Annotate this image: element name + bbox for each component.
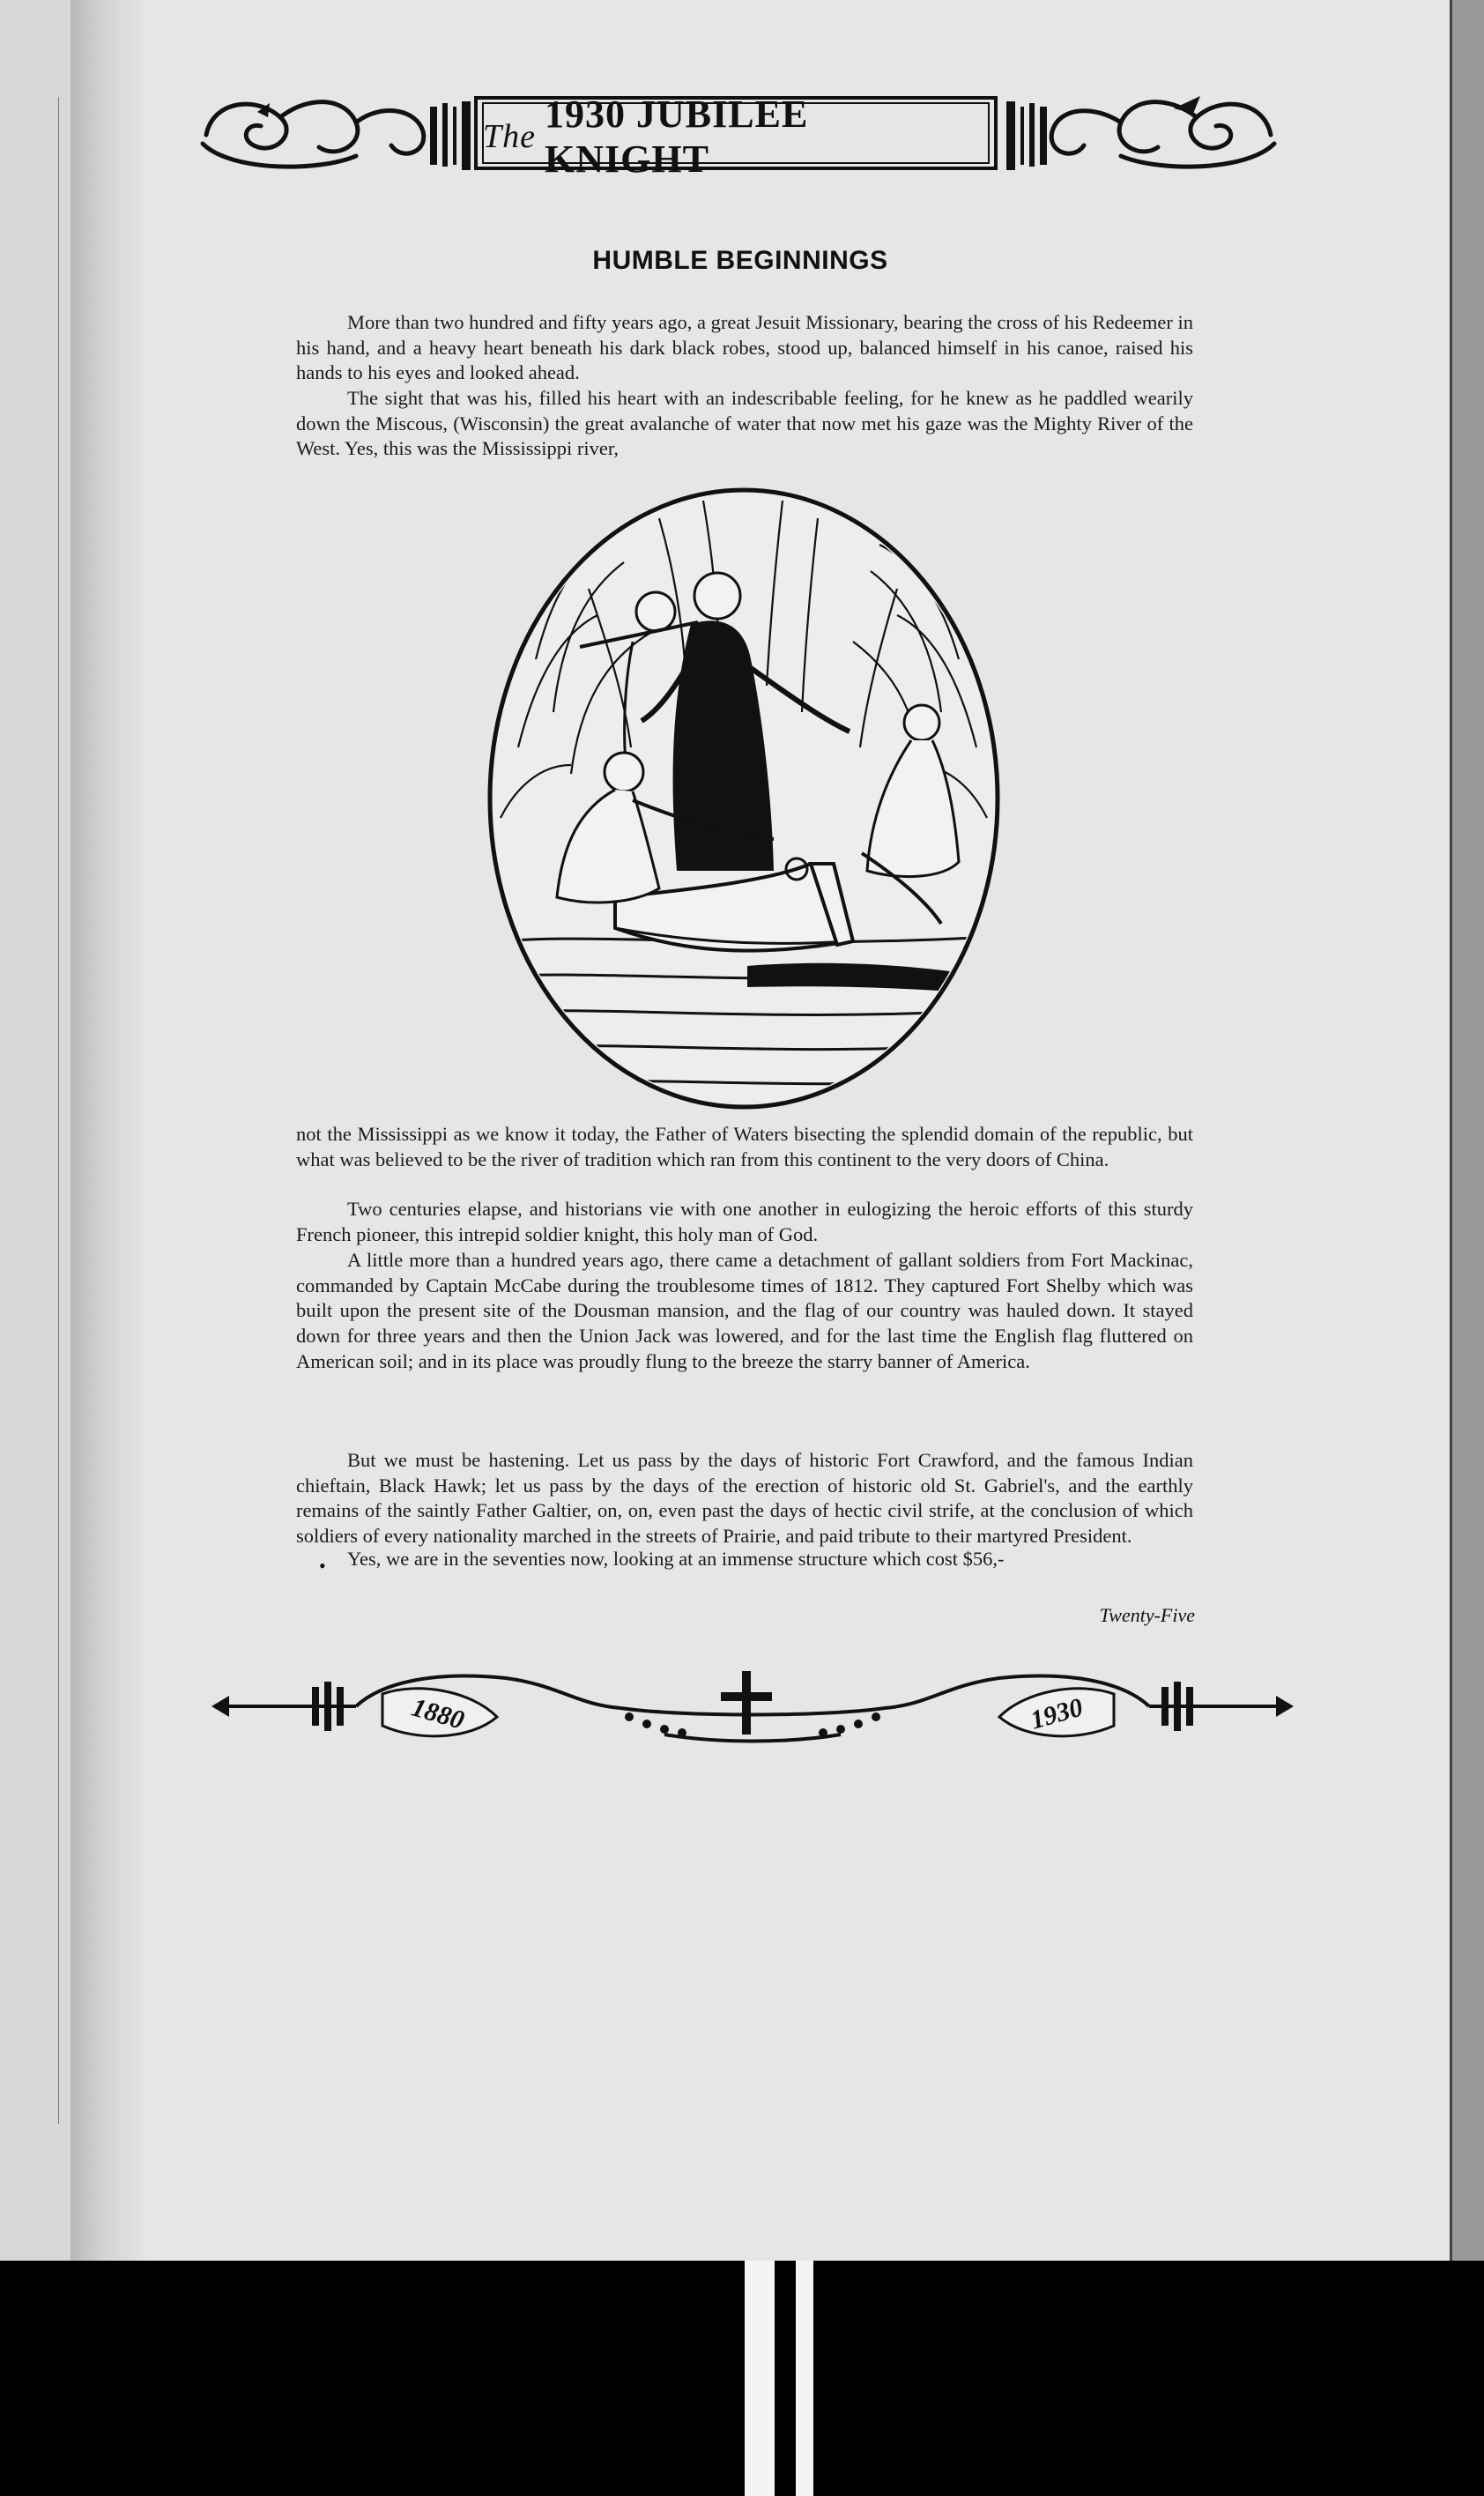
page-number: Twenty-Five: [1099, 1604, 1195, 1626]
footer-ornament: [206, 1655, 1299, 1757]
paragraph-6: But we must be hastening. Let us pass by the days of historic Fort Crawford, and the famous Indian chieftain, Black Hawk; let us pass by the days of the erection of historic old St. Gabriel's, and the earthly remains of the saintly Father Galtier, on, on, even past the days of hectic civil strife, at the conclusion of which soldiers of every nationality marched in the streets of Prairie, and paid tribute to their martyred President.: [296, 1449, 1193, 1548]
left-page-edge: [0, 0, 72, 2261]
paragraph-7: Yes, we are in the seventies now, looking at an immense structure which cost $56,-: [347, 1548, 1005, 1570]
paragraph-1: More than two hundred and fifty years ago, a great Jesuit Missionary, bearing the cross of his Redeemer in his hand, and a heavy heart beneath his dark black robes, stood up, balanced himself in his canoe, raised his hands to his eyes and looked ahead.: [296, 311, 1193, 384]
missionary-canoe-illustration: [483, 483, 1005, 1113]
publication-title: [483, 93, 983, 181]
scanner-background: [0, 2261, 1484, 2496]
right-page-edge: [1450, 0, 1484, 2261]
title-text: 1930 JUBILEE KNIGHT: [545, 93, 809, 181]
paragraph-2: The sight that was his, filled his heart with an indescribable feeling, for he knew as he paddled wearily down the Miscous, (Wisconsin) the great avalanche of water that now met his gaze was the Mighty River of the West. Yes, this was the Mississippi river,: [296, 387, 1193, 460]
bullet-mark: •: [319, 1555, 326, 1577]
paragraph-4: Two centuries elapse, and historians vie with one another in eulogizing the heroic efforts of this sturdy French pioneer, this intrepid soldier knight, this holy man of God.: [296, 1198, 1193, 1245]
paragraph-3: not the Mississippi as we know it today, the Father of Waters bisecting the splendid domain of the republic, but what was believed to be the river of tradition which ran from this continent to the very doors of China.: [296, 1123, 1193, 1170]
paragraph-5: A little more than a hundred years ago, there came a detachment of gallant soldiers from Fort Mackinac, commanded by Captain McCabe during the troublesome times of 1812. They captured Fort Shelby which was built upon the present site of the Dousman mansion, and the flag of our country was hauled down. It stayed down for three years and then the Union Jack was lowered, and for the last time the English flag fluttered on American soil; and in its place was proudly flung to the breeze the starry banner of America.: [296, 1249, 1193, 1372]
footer-year-right: 1930: [1027, 1692, 1087, 1735]
footer-year-left: 1880: [408, 1692, 468, 1735]
binding-shadow: [70, 0, 150, 2261]
title-article: The: [483, 118, 536, 155]
article-title: HUMBLE BEGINNINGS: [592, 246, 888, 275]
